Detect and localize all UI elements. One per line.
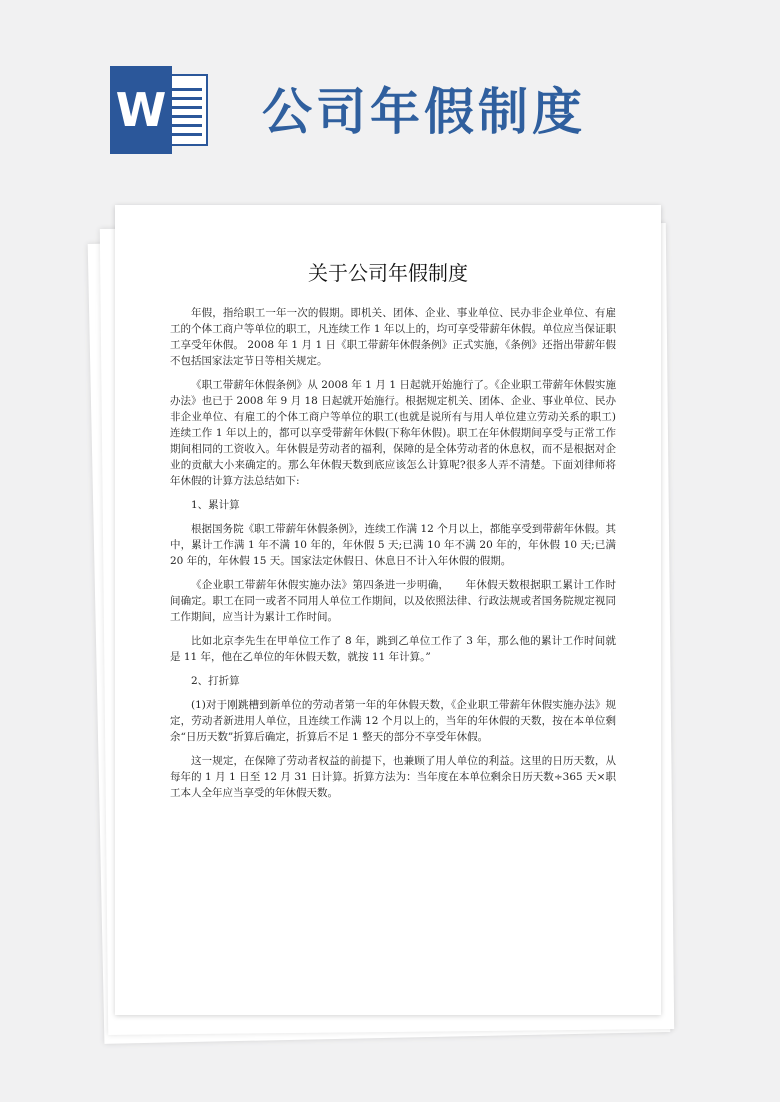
section-heading: 2、打折算 [191, 675, 240, 687]
banner-title: 公司年假制度 [262, 83, 586, 141]
document-body [170, 305, 616, 809]
banner [0, 0, 780, 190]
document-page [115, 205, 661, 1015]
paragraph: 《职工带薪年休假条例》从 2008 年 1 月 1 日起就开始施行了。《企业职工带薪年休假实施办法》也已于 2008 年 9 月 18 日起就开始施行。根据规定机关、团体、企业、事业单位、民办非企业单位、有雇工的个体工商户等单位的职工(也就是说所有与用人单位建立劳动关系的职工)连续工作 1 年以上的，都可以享受带薪年休假(下称年休假)。职工在年休假期间享受与正常工作期间相同的工资收入。年休假是劳动者的福利，保障的是全体劳动者的休息权，而不是根据对企业的贡献大小来确定的。那么年休假天数到底应该怎么计算呢?很多人弄不清楚。下面刘律师将年休假的计算方法总结如下: [170, 379, 616, 487]
document-title: 关于公司年假制度 [308, 261, 468, 285]
paragraph: 根据国务院《职工带薪年休假条例》，连续工作满 12 个月以上，都能享受到带薪年休假。其中，累计工作满 1 年不满 10 年的，年休假 5 天;已满 10 年不满 20 年的，年休假 10 天;已满 20 年的，年休假 15 天。国家法定休假日、休息日不计入年休假的假期。 [170, 523, 616, 567]
word-icon [110, 66, 208, 154]
section-heading: 1、累计算 [191, 499, 240, 511]
paragraph: 年假，指给职工一年一次的假期。即机关、团体、企业、事业单位、民办非企业单位、有雇工的个体工商户等单位的职工，凡连续工作 1 年以上的，均可享受带薪年休假。单位应当保证职工享受年休假。 2008 年 1 月 1 日《职工带薪年休假条例》正式实施，《条例》还指出带薪年假不包括国家法定节日等相关规定。 [170, 307, 616, 367]
paragraph: (1)对于刚跳槽到新单位的劳动者第一年的年休假天数，《企业职工带薪年休假实施办法》规定，劳动者新进用人单位，且连续工作满 12 个月以上的，当年的年休假的天数，按在本单位剩余“日历天数”折算后确定，折算后不足 1 整天的部分不享受年休假。 [170, 699, 616, 743]
paragraph: 这一规定，在保障了劳动者权益的前提下，也兼顾了用人单位的利益。这里的日历天数，从每年的 1 月 1 日至 12 月 31 日计算。折算方法为：当年度在本单位剩余日历天数÷365 天×职工本人全年应当享受的年休假天数。 [170, 755, 616, 799]
paragraph: 《企业职工带薪年休假实施办法》第四条进一步明确， 年休假天数根据职工累计工作时间确定。职工在同一或者不同用人单位工作期间，以及依照法律、行政法规或者国务院规定视同工作期间，应当计为累计工作时间。 [170, 579, 616, 623]
paragraph: 比如北京李先生在甲单位工作了 8 年，跳到乙单位工作了 3 年，那么他的累计工作时间就是 11 年，他在乙单位的年休假天数，就按 11 年计算。” [170, 635, 616, 663]
word-logo-letter: W [110, 66, 172, 154]
